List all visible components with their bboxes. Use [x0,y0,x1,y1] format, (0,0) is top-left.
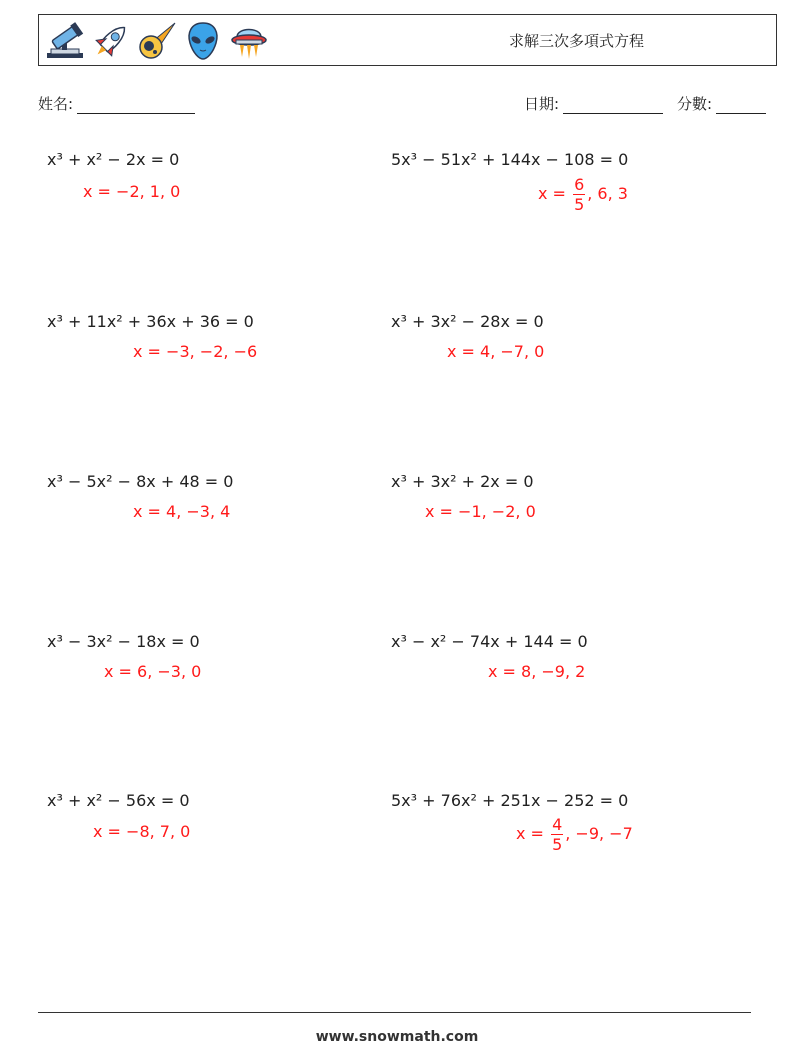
score-label: 分數: [677,95,713,113]
worksheet-title: 求解三次多項式方程 [509,32,645,50]
footer-url[interactable]: www.snowmath.com [315,1029,479,1045]
problem-3-answer: x = −3, −2, −6 [133,342,258,361]
problem-4-answer: x = 4, −7, 0 [447,342,545,361]
alien-icon [181,19,225,63]
problem-2-answer-suffix: , 6, 3 [587,184,628,203]
footer-divider [38,1012,751,1013]
problem-10-equation: 5x³ + 76x² + 251x − 252 = 0 [391,791,629,810]
score-field [677,93,766,114]
problem-5-answer: x = 4, −3, 4 [133,502,231,521]
name-label: 姓名: [38,95,74,113]
telescope-icon [43,19,87,63]
problem-5-equation: x³ − 5x² − 8x + 48 = 0 [47,472,234,491]
problem-3-equation: x³ + 11x² + 36x + 36 = 0 [47,312,254,331]
problem-10-fraction [551,815,563,854]
rocket-icon [89,19,133,63]
problem-4-equation: x³ + 3x² − 28x = 0 [391,312,544,331]
problem-8-equation: x³ − x² − 74x + 144 = 0 [391,632,588,651]
name-blank[interactable] [77,97,195,114]
meteor-icon [135,19,179,63]
date-field [524,93,663,114]
header-icons [43,19,271,63]
problem-6-answer: x = −1, −2, 0 [425,502,536,521]
date-label: 日期: [524,95,560,113]
name-field [38,93,195,114]
problem-1-answer: x = −2, 1, 0 [83,182,181,201]
problem-6-equation: x³ + 3x² + 2x = 0 [391,472,534,491]
problem-2-denominator: 5 [574,195,585,214]
problem-8-answer: x = 8, −9, 2 [488,662,586,681]
worksheet-header [38,14,777,66]
score-blank[interactable] [716,97,766,114]
flying-saucer-icon [227,19,271,63]
date-blank[interactable] [563,97,663,114]
problem-1-equation: x³ + x² − 2x = 0 [47,150,180,169]
problem-9-answer: x = −8, 7, 0 [93,822,191,841]
problem-7-answer: x = 6, −3, 0 [104,662,202,681]
problem-2-answer-prefix: x = [538,184,566,203]
problem-7-equation: x³ − 3x² − 18x = 0 [47,632,200,651]
problem-2-answer [538,175,628,214]
problem-10-answer-prefix: x = [516,824,544,843]
problem-10-denominator: 5 [552,835,563,854]
problem-2-equation: 5x³ − 51x² + 144x − 108 = 0 [391,150,629,169]
problem-2-fraction [573,175,585,214]
problem-2-numerator: 6 [574,175,585,194]
problem-10-numerator: 4 [552,815,563,834]
problem-9-equation: x³ + x² − 56x = 0 [47,791,190,810]
problem-10-answer [516,815,633,854]
problem-10-answer-suffix: , −9, −7 [565,824,633,843]
